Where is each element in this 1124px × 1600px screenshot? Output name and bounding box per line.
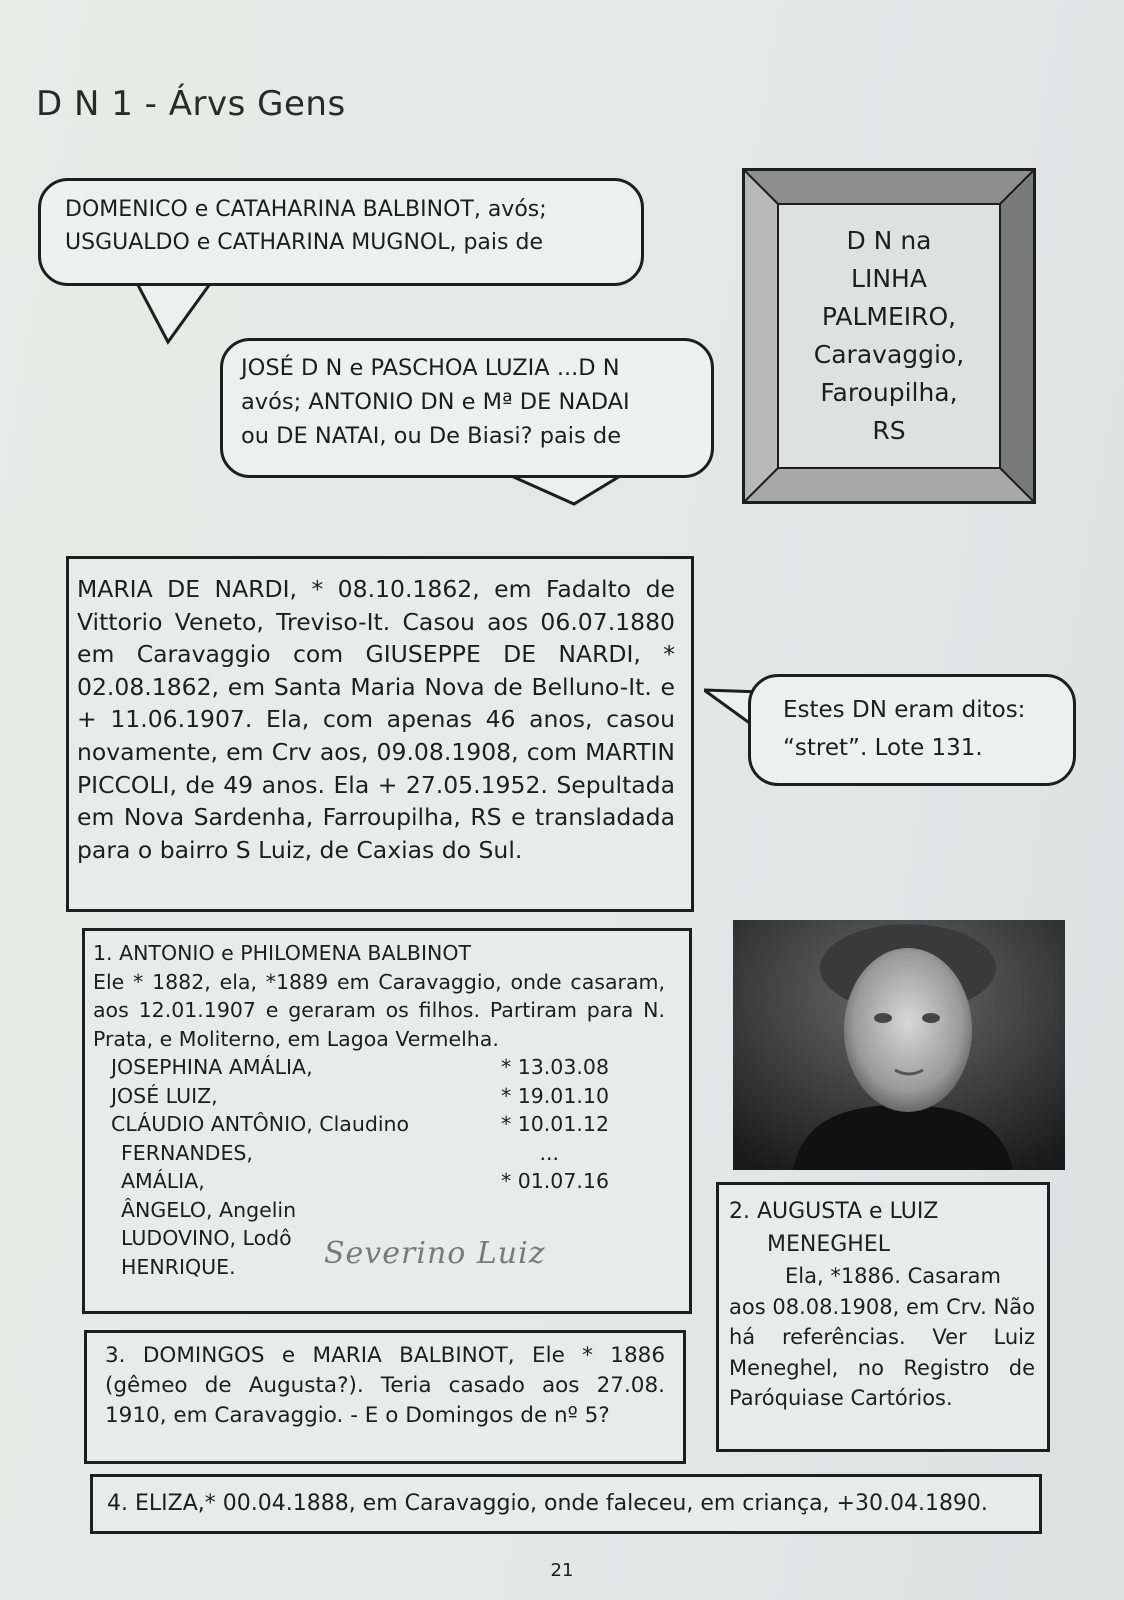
child-name: HENRIQUE. <box>121 1254 236 1279</box>
box-3-text: 3. DOMINGOS e MARIA BALBINOT, Ele * 1886 (gêmeo de Augusta?). Teria casado aos 27.08. 1910, em Caravaggio. - E o Domingos de nº 5? <box>105 1343 665 1428</box>
bubble-2-line-1: JOSÉ D N e PASCHOA LUZIA ...D N <box>241 355 620 381</box>
location-line-2: LINHA <box>851 264 927 293</box>
page-number: 21 <box>550 1560 574 1581</box>
speech-bubble-nickname <box>748 674 1076 786</box>
child-date: * 10.01.12 <box>500 1112 609 1136</box>
box-2-heading-2: MENEGHEL <box>767 1232 890 1257</box>
child-name: FERNANDES, <box>121 1140 253 1165</box>
location-line-3: PALMEIRO, <box>821 302 957 331</box>
augusta-luiz-box <box>716 1182 1050 1452</box>
eliza-box <box>90 1474 1042 1534</box>
child-row <box>111 1082 609 1111</box>
child-name: JOSEPHINA AMÁLIA, <box>111 1055 313 1079</box>
bubble-3-line-2: “stret”. Lote 131. <box>783 735 983 761</box>
domingos-maria-box <box>84 1330 686 1464</box>
box-2-text-2: aos 08.08.1908, em Crv. Não há referências. Ver Luiz Meneghel, no Registro de Paróquiase Cartórios. <box>729 1294 1035 1410</box>
speech-bubble-parents <box>220 338 714 478</box>
bubble-1-line-1: DOMENICO e CATAHARINA BALBINOT, avós; <box>65 197 547 222</box>
portrait-illustration <box>733 920 1065 1170</box>
child-date: * 13.03.08 <box>500 1055 609 1079</box>
box-2-text-1: Ela, *1886. Casaram <box>785 1264 1001 1288</box>
bubble-3-line-1: Estes DN eram ditos: <box>783 697 1026 723</box>
box-1-heading: 1. ANTONIO e PHILOMENA BALBINOT <box>93 941 472 965</box>
speech-bubble-grandparents <box>38 178 644 286</box>
child-name: LUDOVINO, Lodô <box>121 1226 292 1250</box>
location-line-1: D N na <box>846 226 932 255</box>
location-line-4: Caravaggio, <box>813 340 965 369</box>
child-row <box>111 1053 609 1082</box>
location-frame <box>742 168 1036 504</box>
bubble-2-line-2: avós; ANTONIO DN e Mª DE NADAI <box>241 389 630 415</box>
child-name: JOSÉ LUIZ, <box>111 1083 218 1108</box>
portrait-photo <box>733 920 1065 1170</box>
child-row <box>111 1196 609 1225</box>
page-title: D N 1 - Árvs Gens <box>36 84 346 124</box>
child-name: CLÁUDIO ANTÔNIO, Claudino <box>111 1112 410 1136</box>
bubble-2-line-3: ou DE NATAI, ou De Biasi? pais de <box>241 423 622 449</box>
handwritten-signature: Severino Luiz <box>324 1236 546 1271</box>
location-text <box>778 204 1000 468</box>
maria-de-nardi-box <box>66 556 694 912</box>
child-row <box>111 1167 609 1196</box>
box-4-text: 4. ELIZA,* 00.04.1888, em Caravaggio, onde faleceu, em criança, +30.04.1890. <box>107 1491 988 1516</box>
maria-text: MARIA DE NARDI, * 08.10.1862, em Fadalto de Vittorio Veneto, Treviso-It. Casou aos 06.07.1880 em Caravaggio com GIUSEPPE DE NARDI, * 02.08.1862, em Santa Maria Nova de Belluno-It. e + 11.06.1907. Ela, com apenas 46 anos, casou novamente, em Crv aos, 09.08.1908, com MARTIN PICCOLI, de 49 anos. Ela + 27.05.1952. Sepultada em Nova Sardenha, Farroupilha, RS e transladada para o bairro S Luiz, de Caxias do Sul. <box>77 575 675 864</box>
child-row <box>111 1139 609 1168</box>
child-date: * 19.01.10 <box>500 1083 609 1108</box>
child-date: ... <box>539 1140 559 1165</box>
child-row <box>111 1110 609 1139</box>
bubble-1-line-2: USGUALDO e CATHARINA MUGNOL, pais de <box>65 230 543 255</box>
child-name: AMÁLIA, <box>121 1169 205 1193</box>
box-1-text: Ele * 1882, ela, *1889 em Caravaggio, onde casaram, aos 12.01.1907 e geraram os filhos. Partiram para N. Prata, e Moliterno, em Lagoa Vermelha. <box>93 969 665 1051</box>
location-line-5: Faroupilha, <box>820 378 958 407</box>
location-line-6: RS <box>872 416 906 445</box>
child-date: * 01.07.16 <box>500 1169 609 1193</box>
child-name: ÂNGELO, Angelin <box>121 1197 297 1222</box>
box-2-heading-1: 2. AUGUSTA e LUIZ <box>729 1199 939 1224</box>
